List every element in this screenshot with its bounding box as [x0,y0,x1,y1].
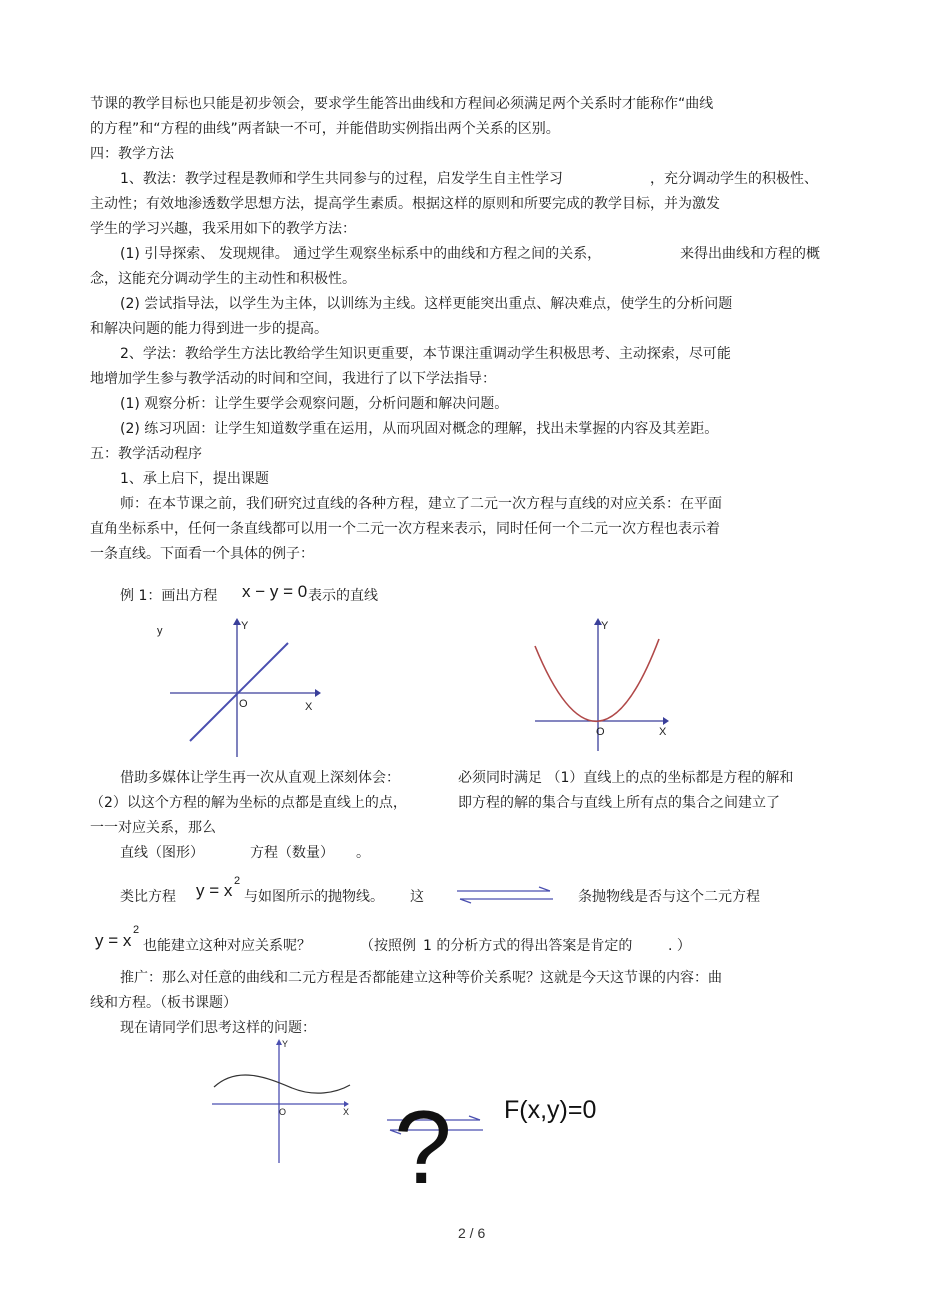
text-line: ，充分调动学生的积极性、 [650,171,818,187]
question-mark: ? [394,1090,452,1206]
x-axis-label: X [343,1107,350,1117]
y-axis-label: Y [601,620,609,632]
text-line: 直角坐标系中，任何一条直线都可以用一个二元一次方程来表示，同时任何一个二元一次方程也表示着 [90,521,720,537]
text-line: 1 的分析方式的得出答案是肯定的 [423,938,633,954]
text-line: 来得出曲线和方程的概 [680,246,820,262]
section-heading-5: 五：教学活动程序 [90,446,202,462]
line-x-minus-y [190,643,288,741]
y-axis-label: Y [282,1039,289,1049]
text-line: (1) 观察分析：让学生要学会观察问题，分析问题和解决问题。 [120,396,509,412]
example-label-end: 表示的直线 [308,588,378,604]
text-line: . ） [668,938,691,954]
text-line: (2) 尝试指导法，以学生为主体，以训练为主线。这样更能突出重点、解决难点，使学生的分析问题 [120,296,733,312]
text-line: 的方程”和“方程的曲线”两者缺一不可，并能借助实例指出两个关系的区别。 [90,121,560,137]
x-axis-arrow [663,717,669,725]
equation-y-x2: y = x [196,881,233,900]
origin-label: O [239,698,248,710]
origin-label: O [596,726,605,738]
text-line: 一一对应关系，那么 [90,820,216,836]
text-line: 与如图所示的抛物线。 [244,889,384,905]
text-line: （2）以这个方程的解为坐标的点都是直线上的点， [90,795,407,811]
x-axis-arrow [315,689,321,697]
text-line: 念，这能充分调动学生的主动性和积极性。 [90,271,356,287]
equation-y-x2: y = x [95,931,132,950]
text-line: 。 [356,845,370,861]
subheading: 1、承上启下，提出课题 [120,471,269,487]
text-line: 即方程的解的集合与直线上所有点的集合之间建立了 [458,795,780,811]
x-axis-label: X [305,701,313,713]
origin-label: O [279,1107,287,1117]
text-line: (1) 引导探索、 发现规律。 通过学生观察坐标系中的曲线和方程之间的关系， [120,246,602,262]
text-line: 主动性；有效地渗透数学思想方法，提高学生素质。根据这样的原则和所要完成的教学目标，并为激发 [90,196,720,212]
text-line: 推广：那么对任意的曲线和二元方程是否都能建立这种等价关系呢？这就是今天这节课的内容：曲 [120,970,722,986]
text-line: 地增加学生参与教学活动的时间和空间，我进行了以下学法指导： [90,371,496,387]
text-line: 学生的学习兴趣，我采用如下的教学方法： [90,221,356,237]
text-line: 和解决问题的能力得到进一步的提高。 [90,321,328,337]
text-line: 师：在本节课之前，我们研究过直线的各种方程，建立了二元一次方程与直线的对应关系：在平面 [120,496,722,512]
text-line: 2、学法：教给学生方法比教给学生知识更重要，本节课注重调动学生积极思考、主动探索，尽可能 [120,346,731,362]
text-line: （按照例 [360,938,416,954]
equivalence-arrows [455,886,555,906]
text-line: 也能建立这种对应关系呢？ [143,938,311,954]
wave-graph [210,1035,355,1165]
general-equation: F(x,y)=0 [504,1096,597,1124]
exponent: 2 [133,924,140,936]
text-line: 借助多媒体让学生再一次从直观上深刻体会： [120,770,400,786]
section-heading-4: 四：教学方法 [90,146,174,162]
text-line: 直线（图形） [120,845,204,861]
y-axis-arrow [233,618,241,625]
example-label: 例 1：画出方程 [120,588,218,604]
text-line: 方程（数量） [250,845,334,861]
text-line: 这 [410,889,424,905]
page-number: 2 / 6 [458,1225,486,1241]
text-line: 条抛物线是否与这个二元方程 [578,889,760,905]
text-line: 1、教法：教学过程是教师和学生共同参与的过程，启发学生自主性学习 [120,171,563,187]
y-outer-label: y [157,625,163,637]
text-line: 现在请同学们思考这样的问题： [120,1020,316,1036]
x-axis-label: X [659,726,667,738]
parabola-graph [525,615,675,755]
text-line: 节课的教学目标也只能是初步领会，要求学生能答出曲线和方程间必须满足两个关系时才能称作“曲线 [90,96,714,112]
line-graph [150,615,313,765]
parabola-curve [535,639,659,721]
y-axis-label: Y [241,620,249,632]
exponent: 2 [234,875,241,887]
text-line: 类比方程 [120,889,176,905]
text-line: 线和方程。（板书课题） [90,995,237,1011]
text-line: 一条直线。下面看一个具体的例子： [90,546,314,562]
text-line: (2) 练习巩固：让学生知道数学重在运用，从而巩固对概念的理解，找出未掌握的内容及其差距。 [120,421,719,437]
text-line: 必须同时满足 （1）直线上的点的坐标都是方程的解和 [458,770,794,786]
example-equation: x − y = 0 [242,582,308,601]
wave-curve [214,1075,350,1093]
